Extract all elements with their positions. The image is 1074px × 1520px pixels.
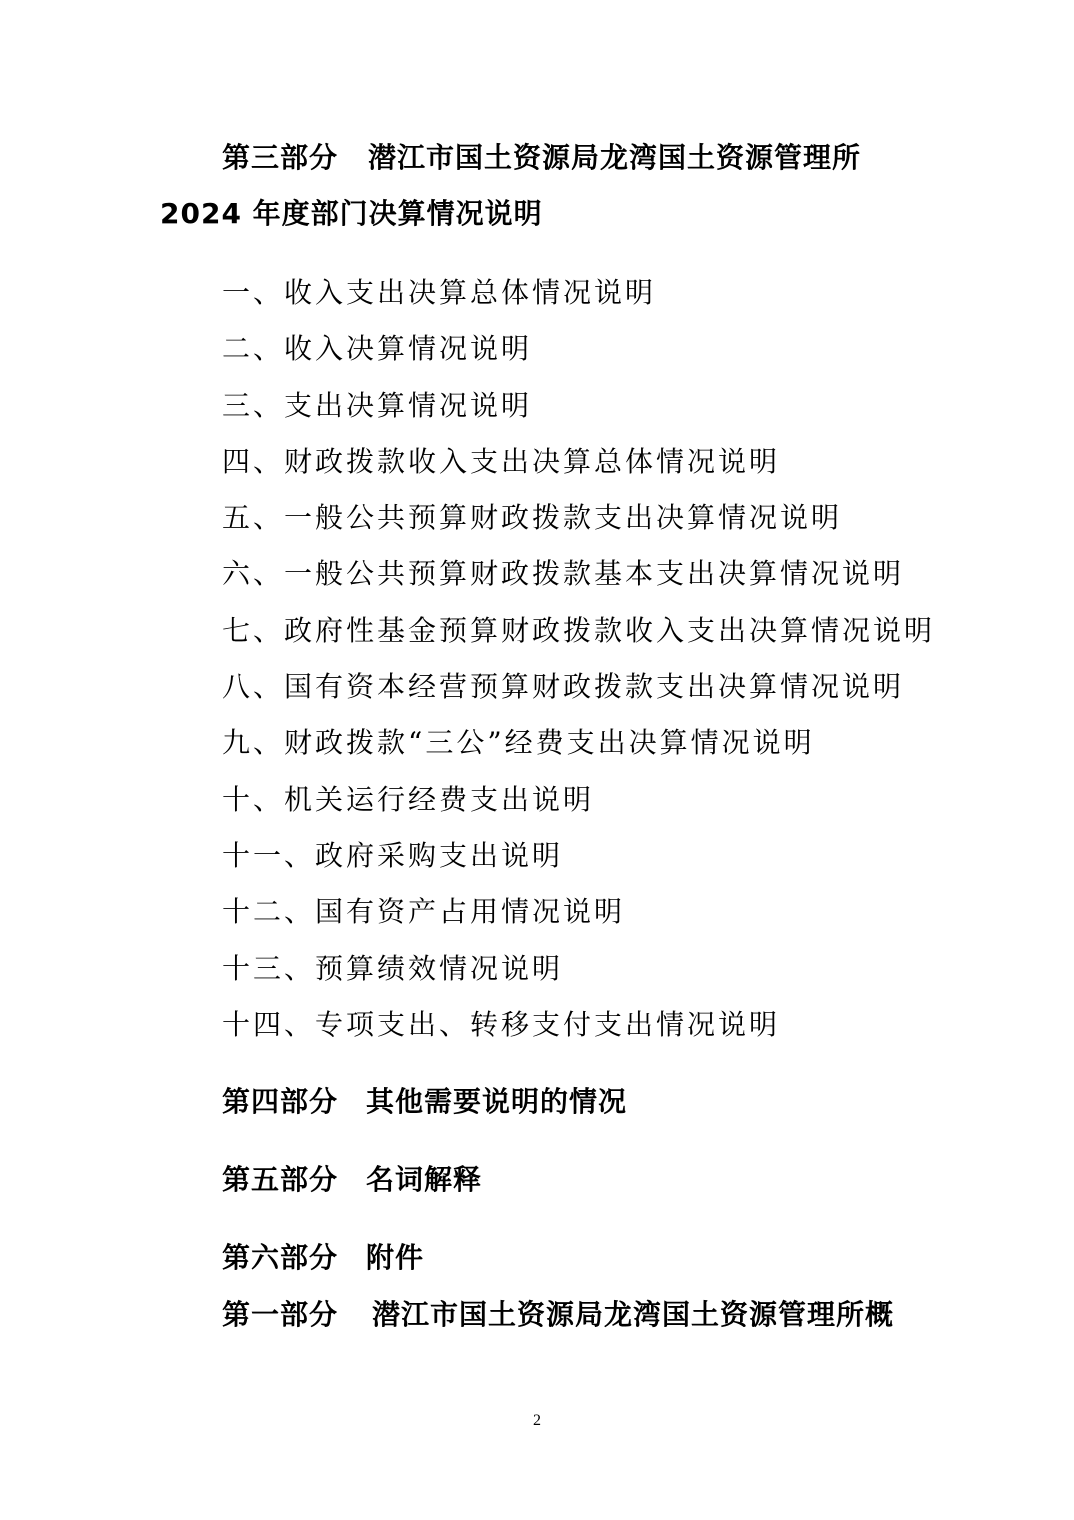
part3-label: 第三部分 [222, 141, 339, 174]
toc-item: 五、一般公共预算财政拨款支出决算情况说明 [222, 501, 843, 535]
part6-label: 第六部分 [222, 1241, 339, 1274]
part1-heading [222, 1297, 894, 1333]
part6-heading [222, 1240, 424, 1276]
part3-title-line2: 2024 年度部门决算情况说明 [160, 197, 543, 230]
toc-item: 十一、政府采购支出说明 [222, 838, 564, 872]
toc-item: 七、政府性基金预算财政拨款收入支出决算情况说明 [222, 613, 936, 647]
table-of-contents [222, 274, 935, 1062]
toc-item: 一、收入支出决算总体情况说明 [222, 276, 657, 309]
part3-heading [222, 140, 861, 176]
part4-heading [222, 1084, 627, 1120]
toc-item: 二、收入决算情况说明 [222, 332, 533, 366]
part3-title-line1: 潜江市国土资源局龙湾国土资源管理所 [368, 141, 862, 174]
part1-label: 第一部分 [222, 1298, 339, 1331]
toc-item: 十三、预算绩效情况说明 [222, 951, 564, 985]
part1-title: 潜江市国土资源局龙湾国土资源管理所概 [372, 1298, 895, 1331]
part5-heading [222, 1162, 482, 1198]
toc-item: 九、财政拨款“三公”经费支出决算情况说明 [222, 726, 815, 760]
toc-item: 十、机关运行经费支出说明 [222, 782, 595, 816]
page-number: 2 [533, 1412, 541, 1429]
toc-item: 六、一般公共预算财政拨款基本支出决算情况说明 [222, 557, 905, 591]
part4-title: 其他需要说明的情况 [366, 1085, 628, 1118]
toc-item: 十二、国有资产占用情况说明 [222, 895, 626, 929]
toc-item: 八、国有资本经营预算财政拨款支出决算情况说明 [222, 670, 905, 704]
part4-label: 第四部分 [222, 1085, 339, 1118]
toc-item: 十四、专项支出、转移支付支出情况说明 [222, 1007, 781, 1041]
part6-title: 附件 [366, 1241, 425, 1274]
part5-title: 名词解释 [366, 1163, 483, 1196]
toc-item: 三、支出决算情况说明 [222, 388, 533, 422]
part5-label: 第五部分 [222, 1163, 339, 1196]
toc-item: 四、财政拨款收入支出决算总体情况说明 [222, 444, 781, 478]
